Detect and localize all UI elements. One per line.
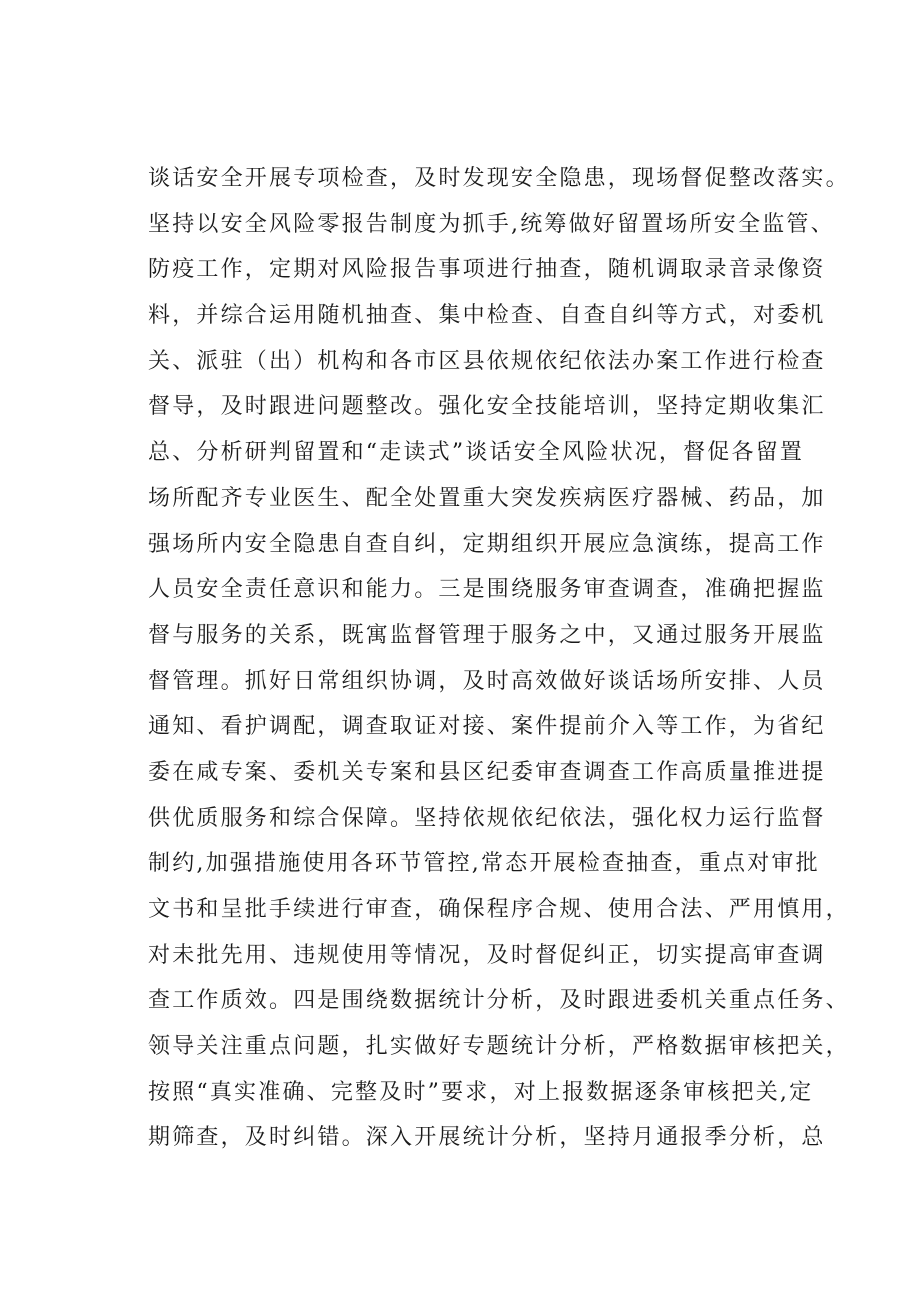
text-line: 对未批先用、违规使用等情况，及时督促纠正，切实提高审查调 — [148, 942, 826, 968]
text-line: 期筛查，及时纠错。深入开展统计分析，坚持月通报季分析，总 — [148, 1125, 826, 1151]
body-text — [148, 156, 850, 1161]
text-line: 领导关注重点问题，扎实做好专题统计分析，严格数据审核把关， — [148, 1034, 850, 1060]
text-line: 通知、看护调配，调查取证对接、案件提前介入等工作，为省纪 — [148, 714, 826, 740]
text-line: 查工作质效。四是围绕数据统计分析，及时跟进委机关重点任务、 — [148, 988, 850, 1014]
text-line: 防疫工作，定期对风险报告事项进行抽查，随机调取录音录像资 — [148, 257, 826, 283]
text-line: 谈话安全开展专项检查，及时发现安全隐患，现场督促整改落实。 — [148, 166, 850, 191]
text-line: 强场所内安全隐患自查自纠，定期组织开展应急演练，提高工作 — [148, 531, 826, 557]
text-line: 督管理。抓好日常组织协调，及时高效做好谈话场所安排、人员 — [148, 668, 826, 694]
text-line: 督导，及时跟进问题整改。强化安全技能培训，坚持定期收集汇 — [148, 394, 826, 420]
text-line: 总、分析研判留置和“走读式”谈话安全风险状况，督促各留置 — [148, 440, 805, 466]
text-line: 按照“真实准确、完整及时”要求，对上报数据逐条审核把关,定 — [148, 1079, 814, 1105]
text-line: 委在咸专案、委机关专案和县区纪委审查调查工作高质量推进提 — [148, 759, 826, 785]
text-line: 坚持以安全风险零报告制度为抓手,统筹做好留置场所安全监管、 — [148, 211, 835, 237]
text-line: 文书和呈批手续进行审查，确保程序合规、使用合法、严用慎用， — [148, 897, 850, 922]
text-line: 料，并综合运用随机抽查、集中检查、自查自纠等方式，对委机 — [148, 303, 826, 329]
text-line: 场所配齐专业医生、配全处置重大突发疾病医疗器械、药品，加 — [148, 485, 826, 511]
text-line: 关、派驻（出）机构和各市区县依规依纪依法办案工作进行检查 — [148, 348, 826, 374]
text-line: 制约,加强措施使用各环节管控,常态开展检查抽查，重点对审批 — [148, 851, 820, 877]
text-line: 督与服务的关系，既寓监督管理于服务之中，又通过服务开展监 — [148, 622, 826, 648]
text-line: 供优质服务和综合保障。坚持依规依纪依法，强化权力运行监督 — [148, 805, 826, 831]
text-line: 人员安全责任意识和能力。三是围绕服务审查调查，准确把握监 — [148, 577, 826, 603]
